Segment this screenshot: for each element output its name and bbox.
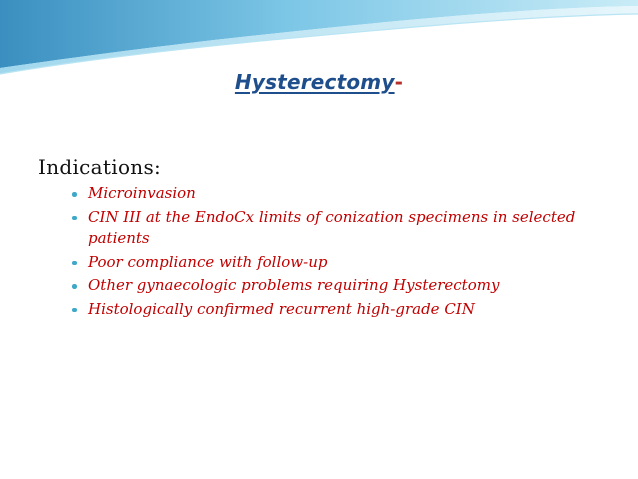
list-item: Microinvasion xyxy=(72,183,592,205)
header-wave-decoration xyxy=(0,0,638,80)
indications-heading: Indications: xyxy=(38,155,162,179)
list-item: Other gynaecologic problems requiring Hysterectomy xyxy=(72,275,592,297)
list-item: Histologically confirmed recurrent high-grade CIN xyxy=(72,299,592,321)
slide-title-dash: - xyxy=(394,70,404,94)
indications-list xyxy=(72,183,592,322)
list-item: CIN III at the EndoCx limits of conization specimens in selected patients xyxy=(72,207,592,250)
list-item: Poor compliance with follow-up xyxy=(72,252,592,274)
slide-title xyxy=(0,70,638,94)
slide-title-text: Hysterectomy xyxy=(234,70,395,94)
